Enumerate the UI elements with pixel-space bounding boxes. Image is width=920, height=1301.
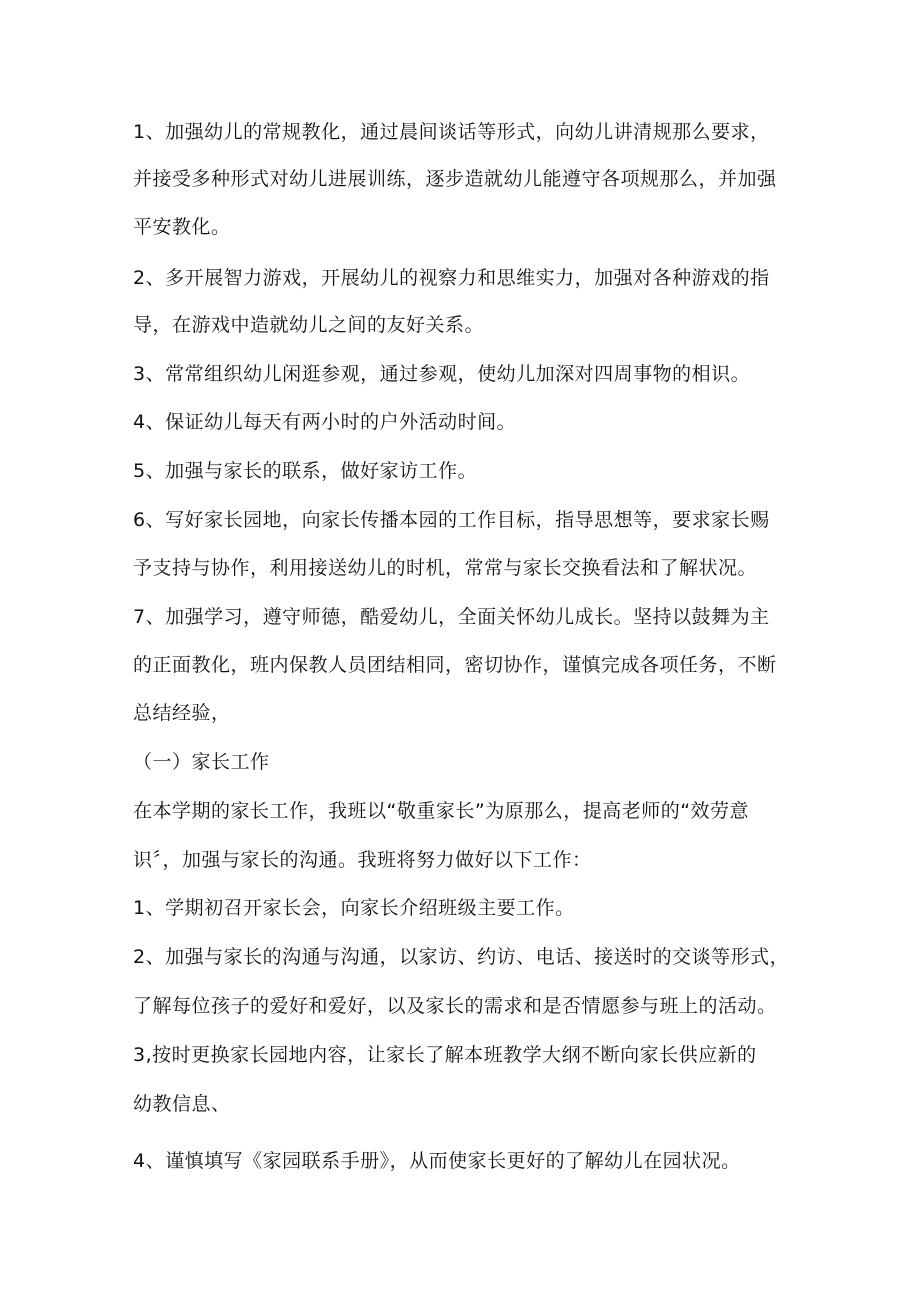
text-line-13: 总结经验， (133, 702, 231, 724)
text-line-18: 2、加强与家长的沟通与沟通，以家访、约访、电话、接送时的交谈等形式， (133, 946, 790, 968)
text-line-11: 7、加强学习，遵守师德，酷爱幼儿，全面关怀幼儿成长。坚持以鼓舞为主 (133, 606, 770, 628)
text-line-15: 在本学期的家长工作，我班以“敬重家长”为原那么，提高老师的“效劳意 (133, 800, 750, 822)
text-line-12: 的正面教化，班内保教人员团结相同，密切协作，谨慎完成各项任务，不断 (133, 654, 777, 676)
text-line-7: 4、保证幼儿每天有两小时的户外活动时间。 (133, 411, 517, 433)
text-line-6: 3、常常组织幼儿闲逛参观，通过参观，使幼儿加深对四周事物的相识。 (133, 363, 751, 385)
text-line-9: 6、写好家长园地，向家长传播本园的工作目标，指导思想等，要求家长赐 (133, 509, 770, 531)
text-line-3: 平安教化。 (133, 216, 231, 238)
text-line-22: 4、谨慎填写《家园联系手册》，从而使家长更好的了解幼儿在园状况。 (133, 1150, 741, 1172)
text-line-4: 2、多开展智力游戏，开展幼儿的视察力和思维实力，加强对各种游戏的指 (133, 267, 770, 289)
section-heading: （一）家长工作 (133, 751, 270, 773)
text-line-16: 识〞，加强与家长的沟通。我班将努力做好以下工作： (133, 849, 592, 871)
text-line-1: 1、加强幼儿的常规教化，通过晨间谈话等形式，向幼儿讲清规那么要求， (133, 121, 770, 143)
text-line-10: 予支持与协作，利用接送幼儿的时机，常常与家长交换看法和了解状况。 (133, 557, 758, 579)
text-line-5: 导，在游戏中造就幼儿之间的友好关系。 (133, 314, 485, 336)
text-line-17: 1、学期初召开家长会，向家长介绍班级主要工作。 (133, 897, 575, 919)
text-line-19: 了解每位孩子的爱好和爱好，以及家长的需求和是否情愿参与班上的活动。 (133, 995, 777, 1017)
text-line-20: 3,按时更换家长园地内容，让家长了解本班教学大纲不断向家长供应新的 (133, 1044, 757, 1066)
text-line-21: 幼教信息、 (133, 1093, 231, 1115)
text-line-2: 并接受多种形式对幼儿进展训练，逐步造就幼儿能遵守各项规那么，并加强 (133, 168, 777, 190)
text-line-8: 5、加强与家长的联系，做好家访工作。 (133, 460, 478, 482)
